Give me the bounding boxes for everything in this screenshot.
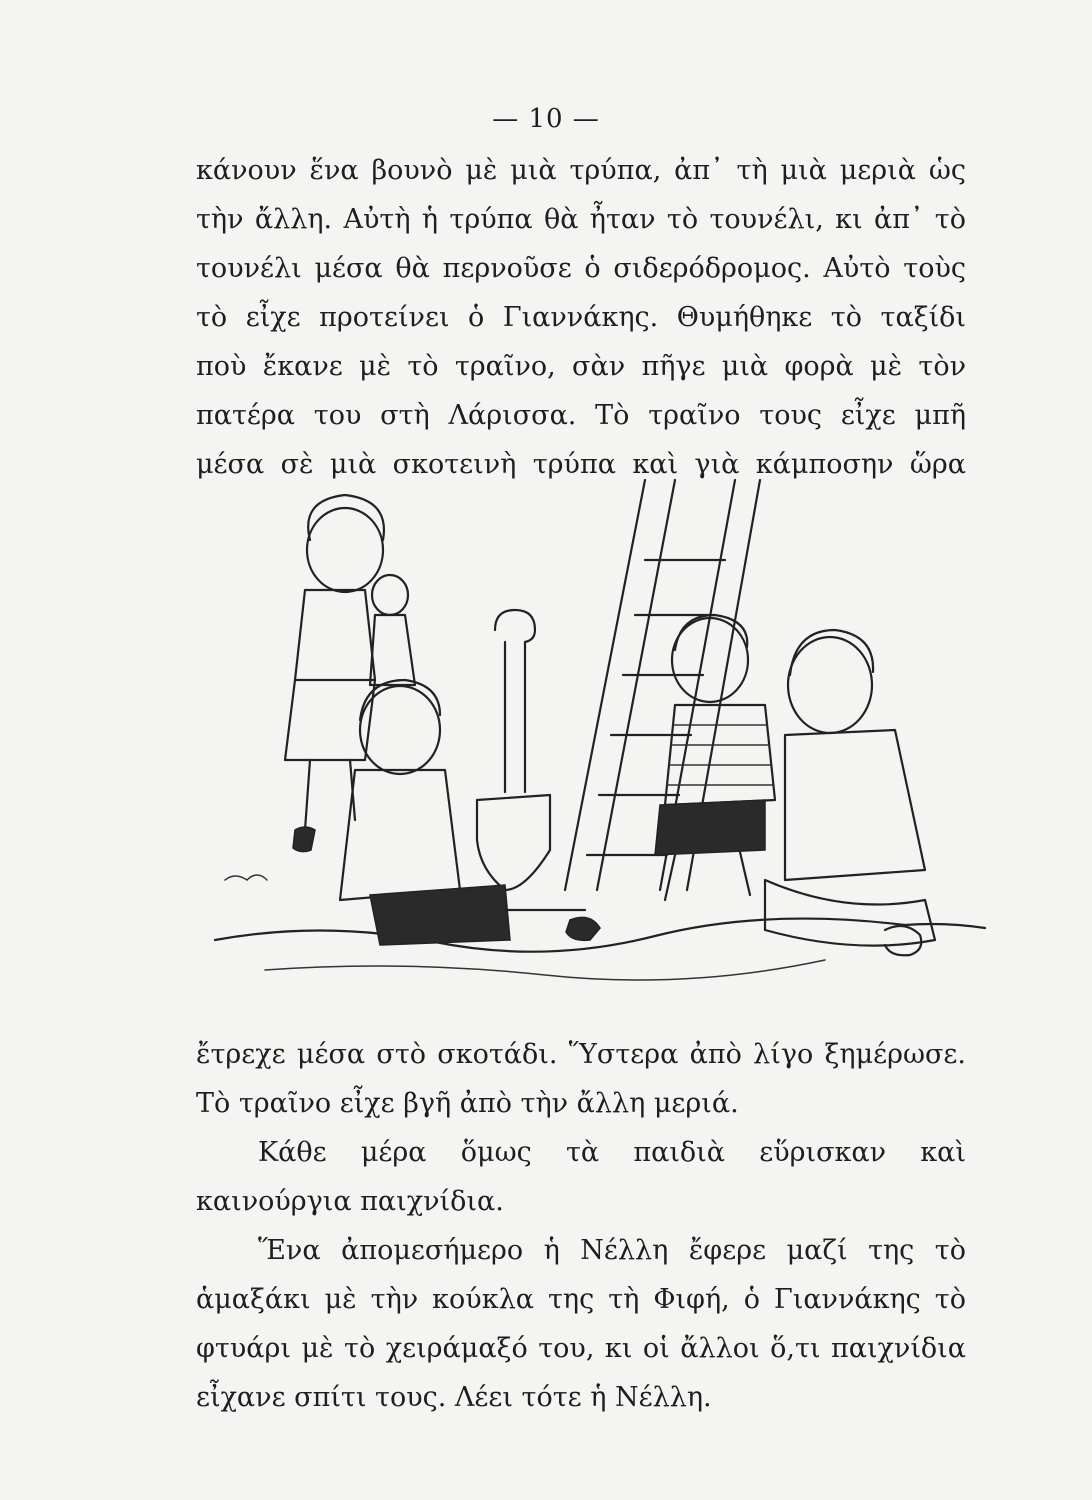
paragraph-nelly: Ἕνα ἀπομεσήμερο ἡ Νέλλη ἔφερε μαζί της τὸ ἁμαξάκι μὲ τὴν κούκλα της τὴ Φιφή, ὁ Γιαννάκης τὸ φτυάρι μὲ τὸ χειράμαξό του, κι οἱ ἄλλοι ὅ,τι παιχνίδια εἶχανε σπίτι τους. Λέει τότε ἡ Νέλλη. (196, 1235, 966, 1413)
boy-striped-shirt (655, 615, 775, 900)
text-line: τουνέλι μέσα θὰ περνοῦσε ὁ σιδερόδρομος. Αὐτὸ τοὺς (196, 253, 966, 284)
text-line: ποὺ ἔκανε μὲ τὸ τραῖνο, σὰν πῆγε μιὰ φορὰ μὲ τὸν (196, 351, 966, 382)
text-line: τὴν ἄλλη. Αὐτὴ ἡ τρύπα θὰ ἦταν τὸ τουνέλι, κι ἀπ᾽ τὸ (196, 204, 966, 235)
children-playing-illustration (205, 470, 995, 1015)
paragraph-new-games: Κάθε μέρα ὅμως τὰ παιδιὰ εὕρισκαν καὶ καινούργια παιχνίδια. (196, 1137, 966, 1217)
shovel (477, 610, 550, 890)
text-line: τὸ εἶχε προτείνει ὁ Γιαννάκης. Θυμήθηκε τὸ ταξίδι (196, 302, 966, 333)
paragraph-bottom (196, 1030, 966, 1422)
text-line: μέσα σὲ μιὰ σκοτεινὴ τρύπα καὶ γιὰ κάμποσην ὥρα (196, 449, 966, 480)
page-number: — 10 — (492, 104, 600, 134)
text-line: πατέρα του στὴ Λάρισσα. Τὸ τραῖνο τους εἶχε μπῆ (196, 400, 966, 431)
girl-with-doll (285, 495, 415, 852)
boy-sitting-left (340, 680, 600, 945)
illustration-drawing (205, 470, 995, 1015)
boy-sitting-right (765, 630, 935, 955)
paragraph-continuation: ἔτρεχε μέσα στὸ σκοτάδι. Ὕστερα ἀπὸ λίγο ξημέρωσε. Τὸ τραῖνο εἶχε βγῆ ἀπὸ τὴν ἄλλη μεριά. (196, 1039, 966, 1119)
paragraph-top (196, 146, 966, 489)
text-line: κάνουν ἕνα βουνὸ μὲ μιὰ τρύπα, ἀπ᾽ τὴ μιὰ μεριὰ ὡς (196, 155, 966, 186)
